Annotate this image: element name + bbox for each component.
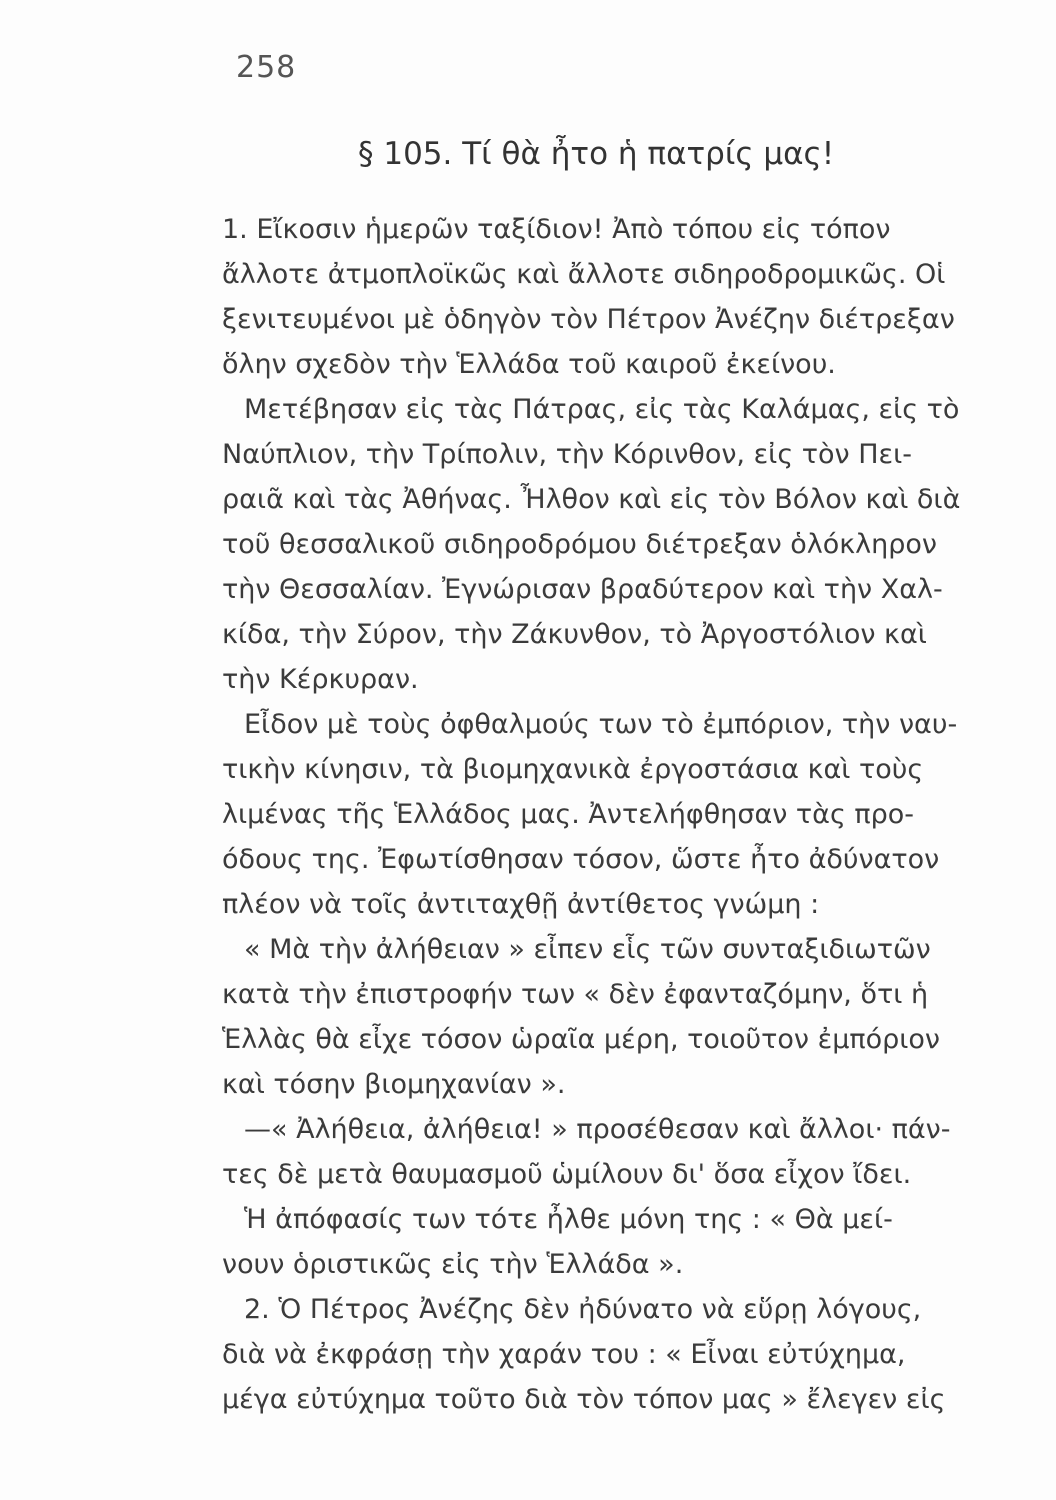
text-line: —« Ἀλήθεια, ἀλήθεια! » προσέθεσαν καὶ ἄλλοι· πάν- xyxy=(244,1114,951,1145)
text-line: ραιᾶ καὶ τὰς Ἀθήνας. Ἦλθον καὶ εἰς τὸν Βόλον καὶ διὰ xyxy=(222,484,961,515)
text-line: ὅλην σχεδὸν τὴν Ἑλλάδα τοῦ καιροῦ ἐκείνου. xyxy=(222,349,836,380)
text-line: 2. Ὁ Πέτρος Ἀνέζης δὲν ἠδύνατο νὰ εὕρῃ λόγους, xyxy=(244,1294,922,1325)
text-line: 1. Εἴκοσιν ἡμερῶν ταξίδιον! Ἀπὸ τόπου εἰς τόπον xyxy=(222,214,891,245)
text-line: καὶ τόσην βιομηχανίαν ». xyxy=(222,1069,566,1100)
text-line: διὰ νὰ ἐκφράσῃ τὴν χαράν του : « Εἶναι εὐτύχημα, xyxy=(222,1339,906,1370)
page-number: 258 xyxy=(236,50,297,85)
text-line: Ναύπλιον, τὴν Τρίπολιν, τὴν Κόρινθον, εἰς τὸν Πει- xyxy=(222,439,912,470)
text-line: « Μὰ τὴν ἀλήθειαν » εἶπεν εἷς τῶν συνταξιδιωτῶν xyxy=(244,934,931,965)
text-line: πλέον νὰ τοῖς ἀντιταχθῇ ἀντίθετος γνώμη : xyxy=(222,889,820,920)
text-line: τὴν Κέρκυραν. xyxy=(222,664,419,695)
text-line: τες δὲ μετὰ θαυμασμοῦ ὡμίλουν δι' ὅσα εἶχον ἴδει. xyxy=(222,1159,912,1190)
text-line: λιμένας τῆς Ἑλλάδος μας. Ἀντελήφθησαν τὰς προ- xyxy=(222,799,915,830)
text-line: κίδα, τὴν Σύρον, τὴν Ζάκυνθον, τὸ Ἀργοστόλιον καὶ xyxy=(222,619,927,650)
text-line: ἄλλοτε ἀτμοπλοϊκῶς καὶ ἄλλοτε σιδηροδρομικῶς. Οἱ xyxy=(222,259,946,290)
text-line: Μετέβησαν εἰς τὰς Πάτρας, εἰς τὰς Καλάμας, εἰς τὸ xyxy=(244,394,960,425)
text-line: Ἑλλὰς θὰ εἶχε τόσον ὡραῖα μέρη, τοιοῦτον ἐμπόριον xyxy=(222,1024,941,1055)
text-line: μέγα εὐτύχημα τοῦτο διὰ τὸν τόπον μας » ἔλεγεν εἰς xyxy=(222,1384,946,1415)
text-line: Ἡ ἀπόφασίς των τότε ἦλθε μόνη της : « Θὰ μεί- xyxy=(244,1204,893,1235)
text-line: τικὴν κίνησιν, τὰ βιομηχανικὰ ἐργοστάσια καὶ τοὺς xyxy=(222,754,924,785)
section-heading: § 105. Τί θὰ ἦτο ἡ πατρίς μας! xyxy=(358,136,835,172)
text-line: τὴν Θεσσαλίαν. Ἐγνώρισαν βραδύτερον καὶ τὴν Χαλ- xyxy=(222,574,943,605)
text-line: όδους της. Ἐφωτίσθησαν τόσον, ὥστε ἦτο ἀδύνατον xyxy=(222,844,940,875)
text-line: Εἶδον μὲ τοὺς ὀφθαλμούς των τὸ ἐμπόριον, τὴν ναυ- xyxy=(244,709,958,740)
text-line: τοῦ θεσσαλικοῦ σιδηροδρόμου διέτρεξαν ὁλόκληρον xyxy=(222,529,937,560)
text-line: ξενιτευμένοι μὲ ὁδηγὸν τὸν Πέτρον Ἀνέζην διέτρεξαν xyxy=(222,304,955,335)
text-line: κατὰ τὴν ἐπιστροφήν των « δὲν ἐφανταζόμην, ὅτι ἡ xyxy=(222,979,929,1010)
text-line: νουν ὁριστικῶς εἰς τὴν Ἑλλάδα ». xyxy=(222,1249,684,1280)
